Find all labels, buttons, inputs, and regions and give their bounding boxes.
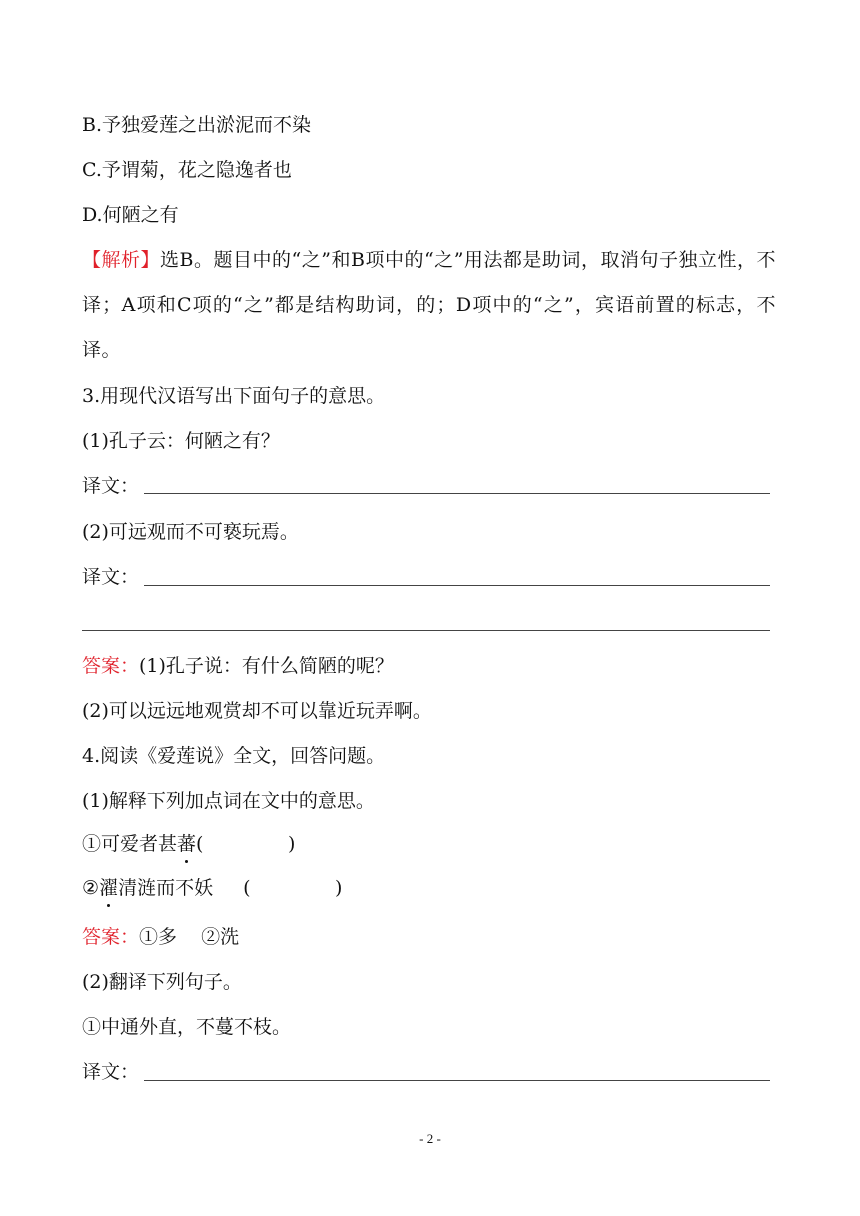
analysis-paragraph <box>82 238 776 373</box>
answer-label: 答案： <box>82 655 140 677</box>
question-3-answer-1: 答案：(1)孔子说：有什么简陋的呢？ <box>82 655 394 677</box>
page-number: - 2 - <box>419 1131 441 1146</box>
question-3-item-2: (2)可远观而不可亵玩焉。 <box>82 521 299 543</box>
question-4-title: 4.阅读《爱莲说》全文，回答问题。 <box>82 745 386 767</box>
dotted-word-zhuo: 濯 <box>99 877 119 899</box>
question-4-item-1: (1)解释下列加点词在文中的意思。 <box>82 790 375 812</box>
option-b: B.予独爱莲之出淤泥而不染 <box>82 114 312 136</box>
analysis-tag: 【解析】 <box>82 249 161 271</box>
translation-label-3: 译文： <box>82 1061 140 1083</box>
answer-line-4[interactable] <box>144 1080 770 1081</box>
question-4-item-2a: ①中通外直，不蔓不枝。 <box>82 1016 292 1038</box>
answer-line-1[interactable] <box>144 493 770 494</box>
option-d: D.何陋之有 <box>82 204 179 226</box>
answer-line-3[interactable] <box>82 630 770 631</box>
question-4-answer: 答案：①多 ②洗 <box>82 926 240 948</box>
analysis-text: 选B。题目中的“之”和B项中的“之”用法都是助词，取消句子独立性，不译；A项和C项的“之”都是结构助词，的；D项中的“之”，宾语前置的标志，不译。 <box>82 249 776 361</box>
question-3-title: 3.用现代汉语写出下面句子的意思。 <box>82 385 386 407</box>
blank-2[interactable]: ( ) <box>243 877 343 899</box>
translation-label-1: 译文： <box>82 475 140 497</box>
question-3-answer-2: (2)可以远远地观赏却不可以靠近玩弄啊。 <box>82 700 432 722</box>
question-4-item-2: (2)翻译下列句子。 <box>82 971 242 993</box>
question-3-item-1: (1)孔子云：何陋之有？ <box>82 430 280 452</box>
question-4-item-1b: ②濯清涟而不妖 ( ) <box>82 877 343 899</box>
option-c: C.予谓菊，花之隐逸者也 <box>82 159 292 181</box>
dotted-word-fan: 蕃 <box>177 833 197 855</box>
blank-1[interactable]: ( ) <box>196 833 296 855</box>
answer-line-2[interactable] <box>144 585 770 586</box>
question-4-item-1a: ①可爱者甚蕃( ) <box>82 833 296 855</box>
translation-label-2: 译文： <box>82 566 140 588</box>
